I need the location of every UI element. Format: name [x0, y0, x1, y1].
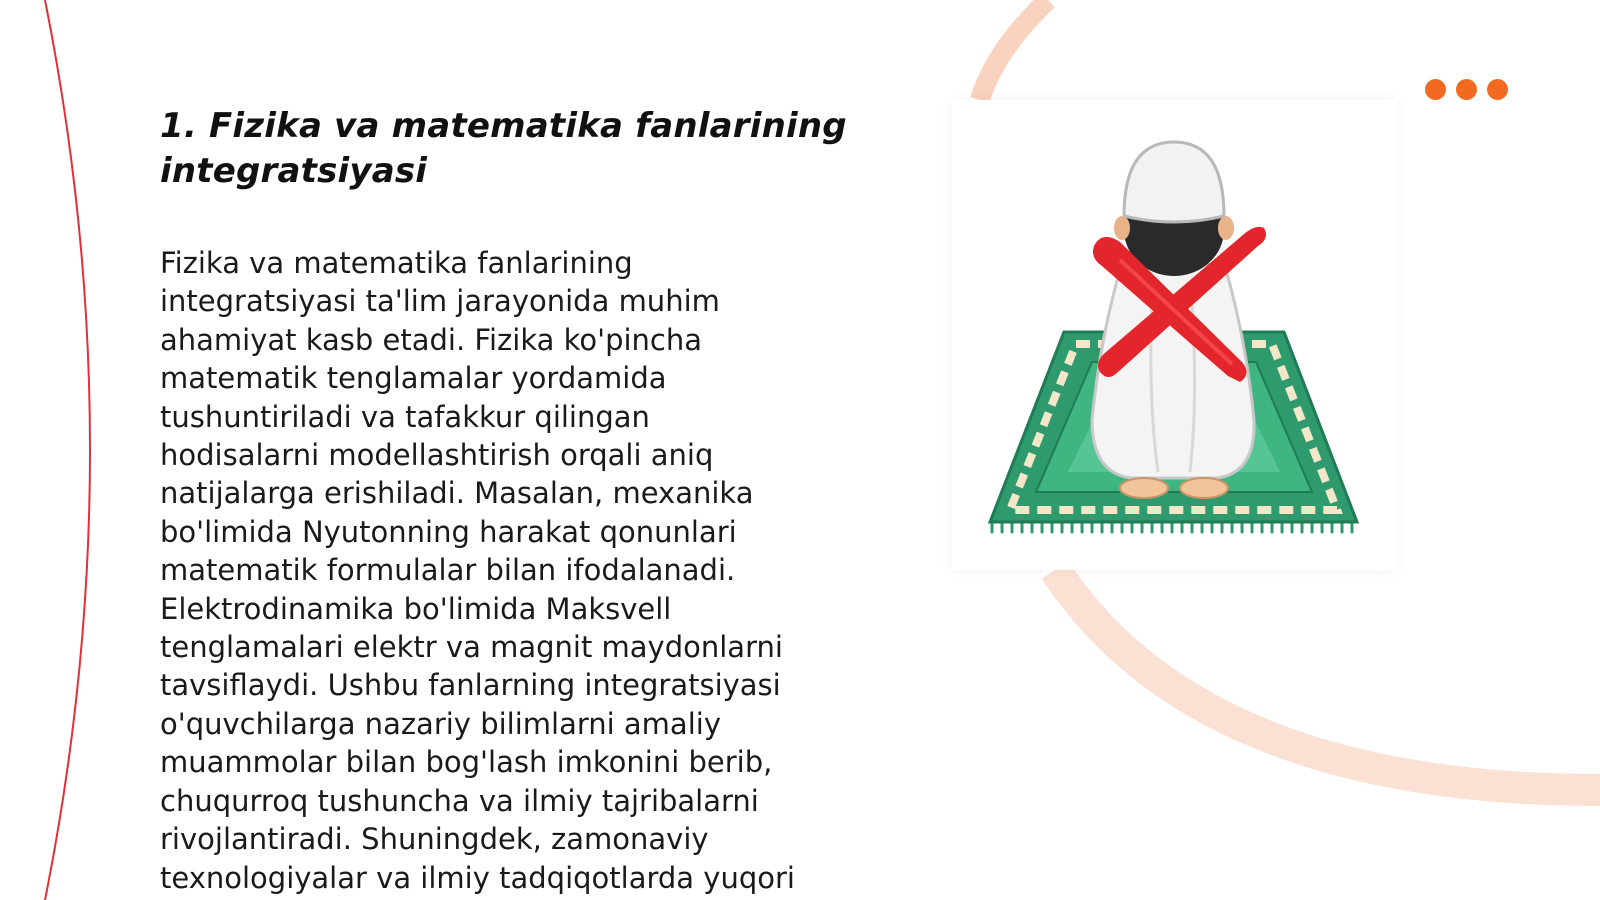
body-line: hodisalarni modellashtirish orqali aniq	[160, 438, 714, 473]
body-line: rivojlantiradi. Shuningdek, zamonaviy	[160, 822, 709, 857]
body-line: integratsiyasi ta'lim jarayonida muhim	[160, 284, 720, 319]
body-paragraph	[160, 244, 820, 897]
body-line: tushuntiriladi va tafakkur qilingan	[160, 399, 650, 434]
body-line: muammolar bilan bog'lash imkonini berib,	[160, 745, 773, 780]
left-curve-line	[45, 0, 90, 900]
body-line: texnologiyalar va ilmiy tadqiqotlarda yuqori	[160, 860, 795, 895]
dot-2	[1456, 79, 1477, 100]
orange-ring-top	[980, 0, 1048, 100]
body-line: matematik tenglamalar yordamida	[160, 361, 667, 396]
slide-title	[160, 104, 860, 194]
body-line: ahamiyat kasb etadi. Fizika ko'pincha	[160, 322, 703, 357]
orange-ring-bottom	[1055, 570, 1600, 790]
body-line: chuqurroq tushuncha va ilmiy tajribalarni	[160, 783, 759, 818]
dot-3	[1487, 79, 1508, 100]
body-line: matematik formulalar bilan ifodalanadi.	[160, 553, 736, 588]
illustration-card	[952, 100, 1397, 570]
body-line: tenglamalari elektr va magnit maydonlarni	[160, 630, 783, 665]
left-foot	[1120, 478, 1168, 498]
dot-1	[1425, 79, 1446, 100]
title-line-2: integratsiyasi	[160, 151, 428, 191]
body-line: Fizika va matematika fanlarining	[160, 246, 633, 280]
body-line: o'quvchilarga nazariy bilimlarni amaliy	[160, 706, 721, 741]
body-line: bo'limida Nyutonning harakat qonunlari	[160, 514, 737, 549]
body-line: tavsiflaydi. Ushbu fanlarning integratsiyasi	[160, 668, 781, 703]
person-cap	[1124, 142, 1224, 222]
prayer-rug-crossed-out-illustration	[952, 100, 1397, 570]
left-ear	[1114, 216, 1130, 240]
body-line: Elektrodinamika bo'limida Maksvell	[160, 591, 672, 626]
body-line: natijalarga erishiladi. Masalan, mexanika	[160, 476, 754, 511]
three-dots-icon	[1425, 79, 1508, 101]
right-foot	[1180, 478, 1228, 498]
right-ear	[1218, 216, 1234, 240]
title-line-1: 1. Fizika va matematika fanlarining	[160, 106, 847, 146]
